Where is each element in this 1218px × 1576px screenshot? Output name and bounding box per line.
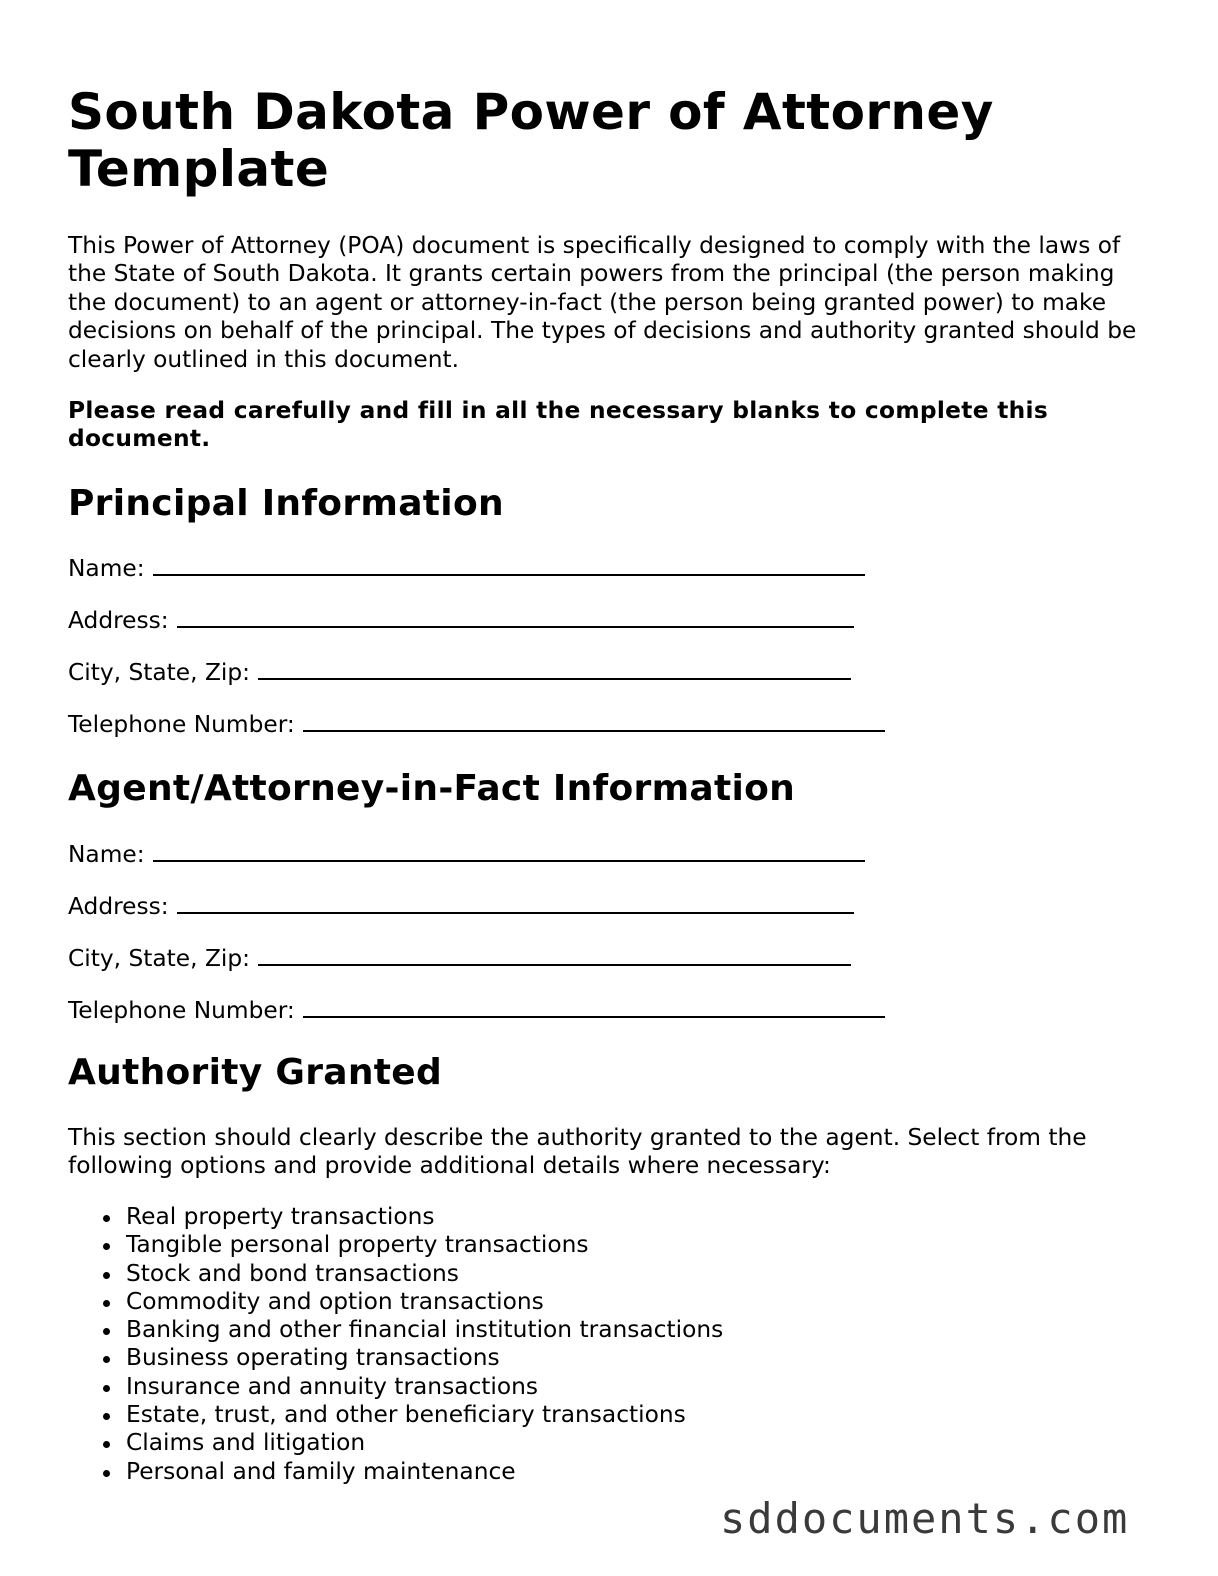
principal-phone-label: Telephone Number: [68, 711, 295, 738]
agent-city-field [68, 944, 851, 973]
agent-name-label: Name: [68, 841, 145, 868]
authority-options-list [68, 1203, 723, 1486]
list-item: Banking and other financial institution transactions [68, 1316, 723, 1344]
principal-name-label: Name: [68, 555, 145, 582]
authority-description: This section should clearly describe the authority granted to the agent. Select from the following options and provide additional details where necessary: [68, 1124, 1087, 1180]
list-item: Commodity and option transactions [68, 1288, 723, 1316]
list-item: Estate, trust, and other beneficiary transactions [68, 1401, 723, 1429]
list-item: Claims and litigation [68, 1429, 723, 1457]
principal-name-blank[interactable] [153, 554, 865, 576]
page-title: South Dakota Power of Attorney Template [68, 83, 994, 198]
list-item: Tangible personal property transactions [68, 1231, 723, 1259]
principal-address-field [68, 606, 854, 635]
principal-heading: Principal Information [68, 483, 504, 524]
principal-phone-blank[interactable] [303, 710, 885, 732]
agent-city-blank[interactable] [258, 944, 851, 966]
principal-city-label: City, State, Zip: [68, 659, 251, 686]
agent-address-label: Address: [68, 893, 169, 920]
list-item: Business operating transactions [68, 1344, 723, 1372]
agent-phone-blank[interactable] [303, 996, 885, 1018]
site-watermark: sddocuments.com [720, 1494, 1130, 1543]
agent-address-blank[interactable] [177, 892, 854, 914]
agent-phone-label: Telephone Number: [68, 997, 295, 1024]
list-item: Stock and bond transactions [68, 1260, 723, 1288]
agent-address-field [68, 892, 854, 921]
principal-city-blank[interactable] [258, 658, 851, 680]
principal-name-field [68, 554, 865, 583]
agent-heading: Agent/Attorney-in-Fact Information [68, 768, 796, 809]
instructions-notice: Please read carefully and fill in all the necessary blanks to complete this document. [68, 397, 1048, 453]
agent-city-label: City, State, Zip: [68, 945, 251, 972]
agent-phone-field [68, 996, 885, 1025]
principal-city-field [68, 658, 851, 687]
principal-address-label: Address: [68, 607, 169, 634]
list-item: Real property transactions [68, 1203, 723, 1231]
principal-address-blank[interactable] [177, 606, 854, 628]
intro-paragraph: This Power of Attorney (POA) document is specifically designed to comply with the laws of the State of South Dakota. It grants certain powers from the principal (the person making the document) to an agent or attorney-in-fact (the person being granted power) to make decisions on behalf of the principal. The types of decisions and authority granted should be clearly outlined in this document. [68, 232, 1137, 373]
list-item: Insurance and annuity transactions [68, 1373, 723, 1401]
agent-name-field [68, 840, 865, 869]
agent-name-blank[interactable] [153, 840, 865, 862]
authority-heading: Authority Granted [68, 1052, 443, 1093]
principal-phone-field [68, 710, 885, 739]
list-item: Personal and family maintenance [68, 1458, 723, 1486]
